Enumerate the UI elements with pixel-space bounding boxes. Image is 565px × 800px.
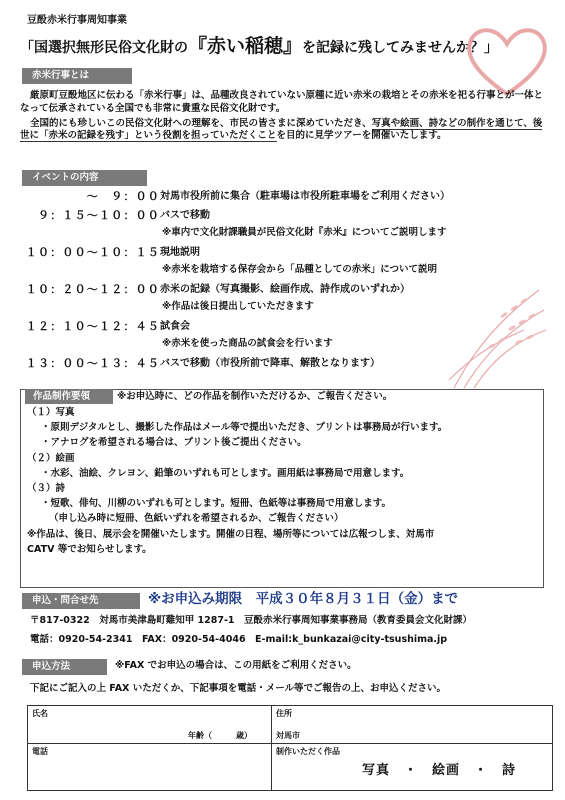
about-paragraph-1: 厳原町豆酘地区に伝わる「赤米行事」は、品種改良されていない原種に近い赤米の栽培とその赤米を祀る行事とが一体となって伝承されている全国でも非常に貴重な民俗文化財です。 [20,90,544,114]
schedule-row [20,246,550,265]
schedule-time: ９：１５～１０：００ [38,208,160,222]
method-instruction: 下記にご記入の上 FAX いただくか、下記事項を電話・メール等でご報告の上、お申込ください。 [30,683,447,694]
works-heading: ※お申込時に、どの作品を制作いただけるか、ご報告ください。 [117,391,393,402]
schedule-row [20,227,550,246]
age-field-label[interactable]: 年齢（ 歳） [188,731,252,740]
schedule-time: ～ ９：００ [86,190,160,203]
about-section-label: 赤米行事とは [22,68,132,84]
works-line: （申し込み時に短冊、色紙いずれを希望されるか、ご報告ください） [49,513,344,525]
title-prefix: 「国選択無形民俗文化財の [20,40,188,56]
works-line: ・水彩、油絵、クレヨン、鉛筆のいずれも可とします。画用紙は事務局で用意します。 [41,467,410,479]
schedule-row [20,190,550,209]
schedule-note: ※赤米を使った商品の試食会を行います [162,338,333,349]
works-guidelines-box [20,389,544,588]
title-suffix: を記録に残してみませんか？」 [302,40,499,56]
works-category-photo: （１）写真 [27,407,75,418]
schedule-row [20,209,550,228]
schedule-desc: 対馬市役所前に集合（駐車場は市役所駐車場をご利用ください） [160,191,450,202]
works-line: ・原則デジタルとし、撮影した作品はメール等で提出いただき、プリントは事務局が行います。 [41,422,448,434]
about-p2-a: 全国的にも珍しいこの民俗文化財への理解を、市民の皆さまに深めていただき、 [30,117,372,129]
schedule-note: ※車内で文化財課職員が民俗文化財『赤米』についてご説明します [162,227,447,238]
works-note: ※作品は、後日、展示会を開催いたします。開催の日程、場所等については広報つしま、対馬市 [27,528,435,540]
method-note: ※FAX でお申込の場合は、この用紙をご利用ください。 [115,660,357,671]
rice-plant-illustration-icon [444,280,549,390]
schedule-time: １０：００～１０：１５ [25,245,160,259]
works-section-label: 作品制作要領 [25,389,113,404]
schedule-desc: 現地説明 [160,246,200,258]
schedule-note: ※赤米を栽培する保存会から「品種としての赤米」について説明 [162,264,438,275]
application-deadline: ※お申込み期限 平成３０年８月３１日（金）まで [148,591,459,607]
works-lines [27,407,542,559]
schedule-desc: バスで移動 [160,209,210,221]
organization-name: 豆酘赤米行事周知事業 [27,15,127,26]
works-note: CATV 等でお知らせします。 [27,543,152,555]
about-text [20,90,550,145]
title-emphasis: 『赤い稲穂』 [188,35,303,57]
schedule-desc: バスで移動（市役所前で降車、解散となります） [160,357,380,369]
works-category-painting: （２）絵画 [27,452,75,464]
event-section-label: イベントの内容 [22,170,147,186]
phone-field-label[interactable]: 電話 [32,747,48,756]
schedule-time: １２：１０～１２：４５ [25,319,160,333]
contact-address: 〒817-0322 対馬市美津島町雞知甲 1287-1 豆酘赤米行事周知事業事務局（教育委員会文化財課） [30,615,473,626]
work-choice-label: 制作いただく作品 [276,747,340,756]
schedule-time: １０：２０～１２：００ [25,282,160,296]
about-p2-c: を目的に見学ツアーを開催いたします。 [276,130,447,142]
method-section-label: 申込方法 [22,659,107,675]
works-line: ・短歌、俳句、川柳のいずれも可とします。短冊、色紙等は事務局で用意します。 [41,498,391,510]
schedule-note: ※作品は後日提出していただきます [162,301,314,312]
page-title [20,34,498,60]
address-prefix: 対馬市 [276,731,300,740]
apply-section-label: 申込・問合せ先 [22,593,140,609]
contact-info [30,615,472,653]
name-field-label[interactable]: 氏名 [32,709,48,718]
works-line: ・アナログを希望される場合は、プリント後ご提出ください。 [41,437,307,449]
contact-phone-email: 電話：0920-54-2341 FAX：0920-54-4046 E-mail:k_bunkazai@city-tsushima.jp [30,634,448,645]
about-p2-underlined: 写真や絵画、詩などの制作を通じて、後世に「赤米の記録を残す」という役割を担っていただくこと [20,117,543,142]
schedule-time: １３：００～１３：４５ [25,356,160,370]
form-divider [271,706,272,790]
form-divider [28,743,552,744]
schedule-desc: 試食会 [160,320,190,332]
work-choice-options[interactable]: 写真 ・ 絵画 ・ 詩 [362,763,517,778]
works-category-poem: （３）詩 [27,482,66,494]
application-form [27,705,553,791]
schedule-desc: 赤米の記録（写真撮影、絵画作成、詩作成のいずれか） [160,283,410,295]
address-field-label[interactable]: 住所 [276,709,292,718]
about-paragraph-2 [20,118,550,144]
